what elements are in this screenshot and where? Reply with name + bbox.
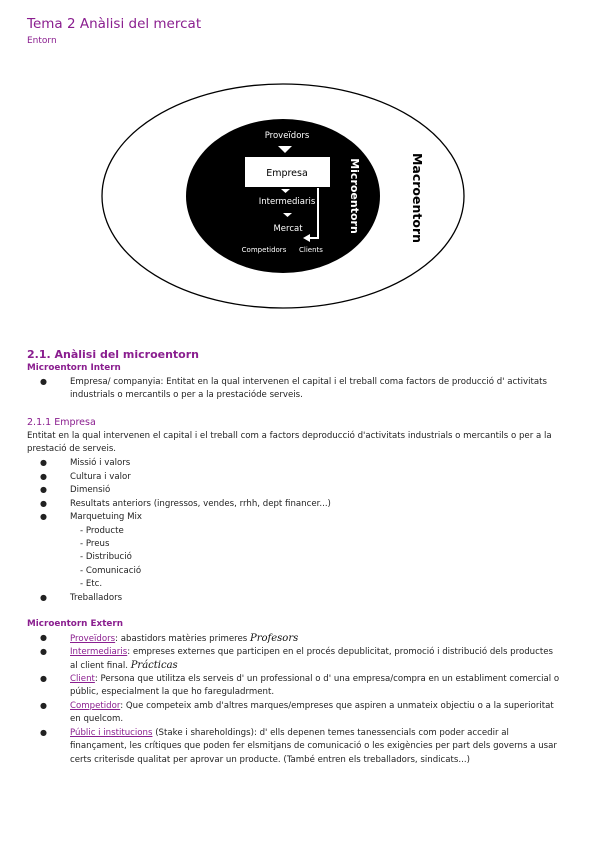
label-competidors: Competidors xyxy=(241,246,287,254)
public-line3: certs criterisde qualitat per aprovar un producte. (També entren els treballadors, sindicats...) xyxy=(70,754,470,765)
handwritten-note-practicas: Prácticas xyxy=(130,660,178,672)
label-mercat: Mercat xyxy=(273,224,303,234)
label-macroentorn: Macroentorn xyxy=(410,152,425,244)
sub-list-item: - Producte xyxy=(80,526,124,536)
label-proveidors: Proveïdors xyxy=(264,131,310,141)
intermediaris-line1: : empreses externes que participen en el procés depublicitat, promoció i distribució dels productes xyxy=(127,647,553,657)
bullet-dot: ● xyxy=(40,633,47,642)
list-item: Dimensió xyxy=(70,485,111,495)
proveidors-text: : abastidors matèries primeres xyxy=(115,634,248,644)
page-title: Tema 2 Anàlisi del mercat xyxy=(27,16,202,32)
sub-list-item: - Etc. xyxy=(80,579,103,589)
public-line1: (Stake i shareholdings): d' ells depenen temes tanessencials com poder accedir al xyxy=(152,728,509,738)
client-line1: : Persona que utilitza els serveis d' un professional o d' una empresa/compra en un establiment comercial o xyxy=(94,674,560,684)
empresa-para-line2: prestació de serveis. xyxy=(27,444,117,455)
bullet-dot: ● xyxy=(40,458,47,467)
handwritten-note-profesors: Profesors xyxy=(250,633,299,644)
empresa-para-line1: Entitat en la qual intervenen el capital i el treball com a factors deproducció d'activitats industrials o mercantils o per a la xyxy=(27,431,552,441)
section-heading-microentorn: 2.1. Anàlisi del microentorn xyxy=(27,348,199,361)
bullet-dot: ● xyxy=(40,593,47,602)
client-line2: públic, especialment la que ho fareguladrment. xyxy=(70,687,275,698)
sub-list-item: - Distribució xyxy=(80,552,132,562)
extern-item-client xyxy=(70,673,559,700)
bullet-dot: ● xyxy=(40,485,47,494)
list-item: Missió i valors xyxy=(70,458,131,468)
label-intermediaris: Intermediaris xyxy=(258,197,316,207)
diagram-svg xyxy=(97,76,470,316)
label-microentorn: Microentorn xyxy=(348,158,361,234)
section-heading-empresa: 2.1.1 Empresa xyxy=(27,417,96,428)
sub-list-item: - Preus xyxy=(80,539,110,549)
bullet-dot: ● xyxy=(40,701,47,710)
label-clients: Clients xyxy=(299,246,323,254)
intern-item-line1: Empresa/ companyia: Entitat en la qual intervenen el capital i el treball coma factors de producció d' activitats xyxy=(70,377,547,387)
competidor-line1: : Que competeix amb d'altres marques/empreses que aspiren a unmateix objectiu o a la superioritat xyxy=(120,701,554,711)
microentorn-intern-heading: Microentorn Intern xyxy=(27,363,121,373)
term-intermediaris: Intermediaris xyxy=(70,647,128,657)
intermediaris-line2: al client final. xyxy=(70,661,128,672)
extern-item-competidor xyxy=(70,700,554,727)
list-item: Treballadors xyxy=(70,593,123,603)
competidor-line2: en quelcom. xyxy=(70,714,124,725)
bullet-dot: ● xyxy=(40,472,47,481)
page-subtitle: Entorn xyxy=(27,36,57,46)
term-proveidors: Proveïdors xyxy=(70,634,116,644)
sub-list-item: - Comunicació xyxy=(80,566,142,576)
list-item: Resultats anteriors (ingressos, vendes, rrhh, dept financer...) xyxy=(70,499,331,509)
term-public: Públic i institucions xyxy=(70,728,153,738)
list-item: Marquetuing Mix xyxy=(70,512,142,522)
extern-item-public xyxy=(70,727,557,767)
public-line2: finançament, les crítiques que poden fer elsmitjans de comunicació o les exigències per part dels governs a usar xyxy=(70,741,557,752)
bullet-dot: ● xyxy=(40,377,47,386)
bullet-dot: ● xyxy=(40,512,47,521)
label-empresa: Empresa xyxy=(266,168,308,179)
bullet-dot: ● xyxy=(40,647,47,656)
intern-item-empresa xyxy=(70,376,547,403)
empresa-paragraph xyxy=(27,430,552,457)
intern-item-line2: industrials o mercantils o per a la prestacióde serveis. xyxy=(70,390,303,401)
microentorn-extern-heading: Microentorn Extern xyxy=(27,619,123,629)
bullet-dot: ● xyxy=(40,674,47,683)
extern-item-intermediaris xyxy=(70,646,553,674)
extern-item-proveidors xyxy=(70,632,298,646)
term-competidor: Competidor xyxy=(70,701,121,711)
environment-diagram xyxy=(97,76,470,316)
bullet-dot: ● xyxy=(40,499,47,508)
term-client: Client xyxy=(70,674,95,684)
bullet-dot: ● xyxy=(40,728,47,737)
list-item: Cultura i valor xyxy=(70,472,131,482)
